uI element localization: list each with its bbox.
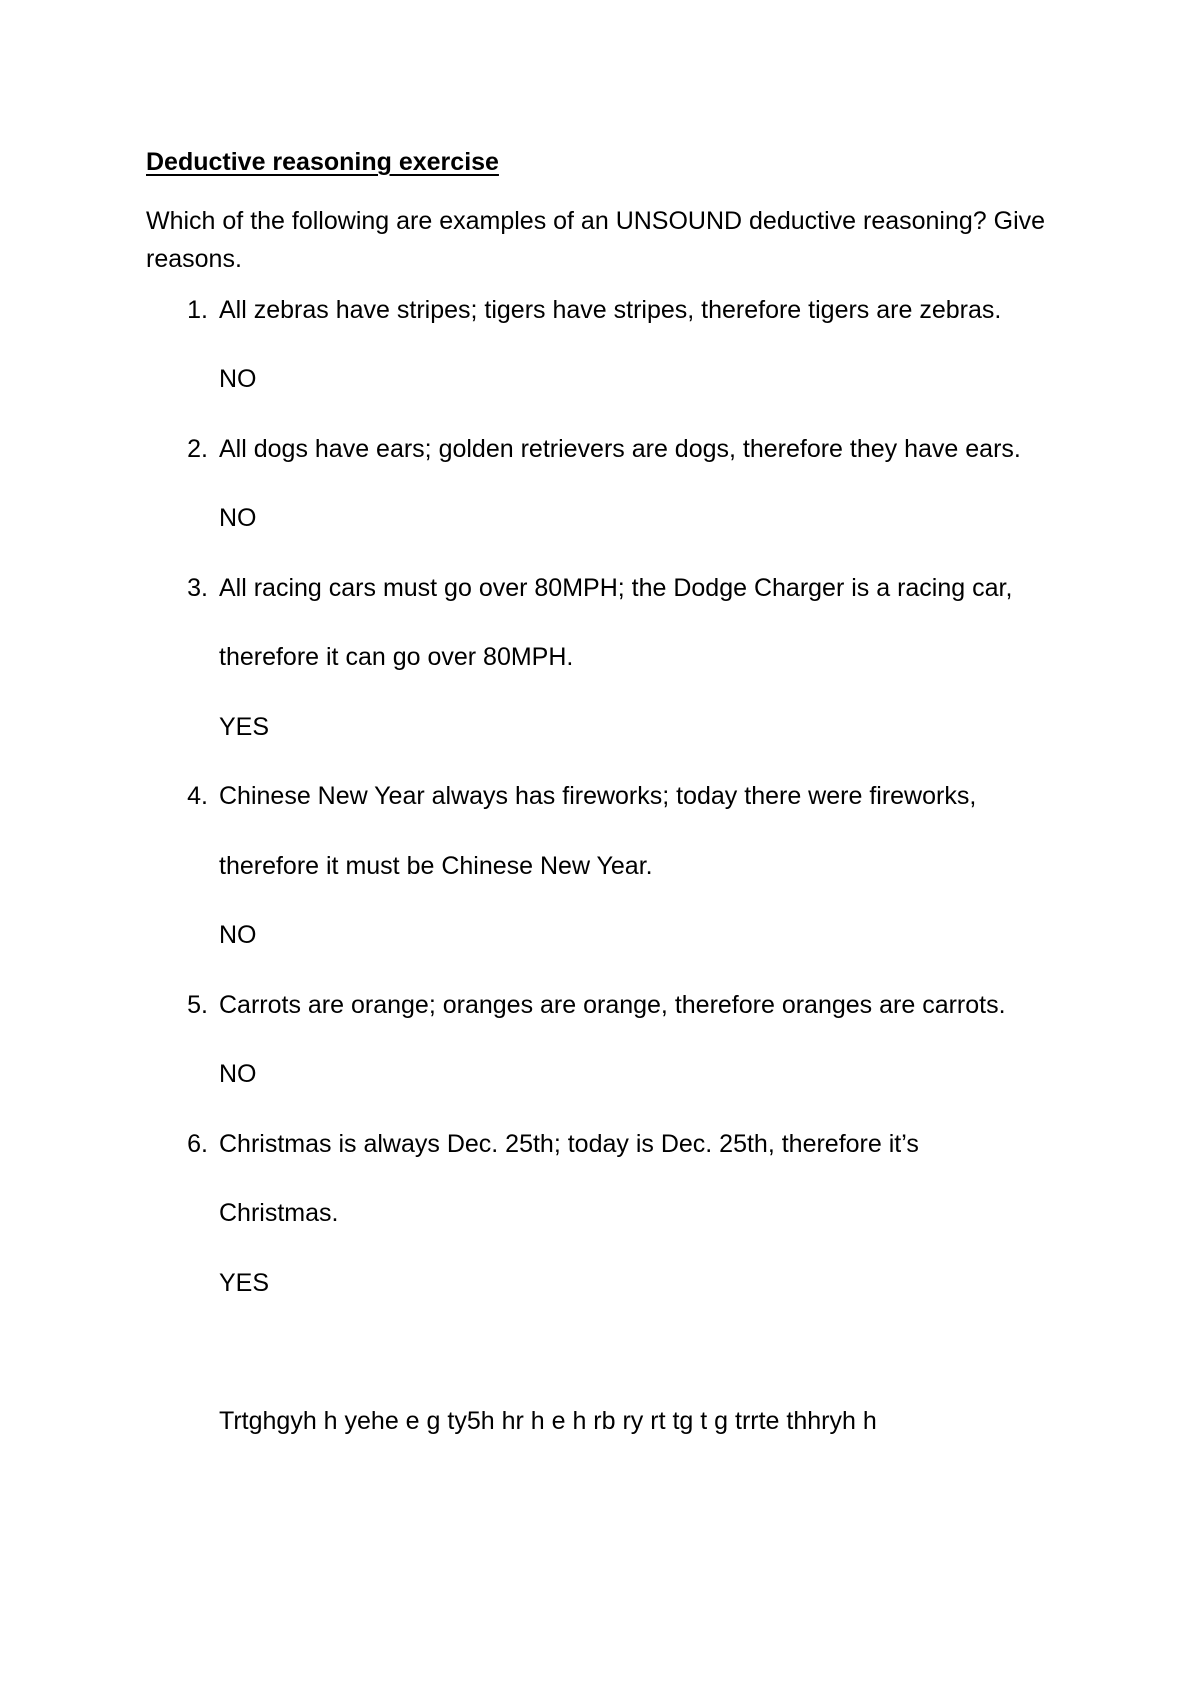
item-number: 4.	[187, 782, 208, 810]
item-answer: YES	[219, 713, 270, 741]
item-number: 6.	[187, 1130, 208, 1158]
item-answer: NO	[219, 1060, 257, 1088]
trailing-text: Trtghgyh h yehe e g ty5h hr h e h rb ry rt tg t g trrte thhryh h	[219, 1407, 877, 1435]
question-text: Which of the following are examples of an UNSOUND deductive reasoning? Give reasons.	[146, 207, 1046, 273]
item-statement-continued: Christmas.	[219, 1199, 339, 1227]
item-number: 3.	[187, 574, 208, 602]
item-statement: All zebras have stripes; tigers have stripes, therefore tigers are zebras.	[219, 296, 1002, 324]
item-statement: Chinese New Year always has fireworks; today there were fireworks,	[219, 782, 977, 810]
page-title: Deductive reasoning exercise	[146, 148, 499, 176]
item-answer: YES	[219, 1269, 270, 1297]
item-statement-continued: therefore it must be Chinese New Year.	[219, 852, 653, 880]
item-statement: All racing cars must go over 80MPH; the Dodge Charger is a racing car,	[219, 574, 1013, 602]
item-number: 2.	[187, 435, 208, 463]
item-number: 1.	[187, 296, 208, 324]
item-statement-continued: therefore it can go over 80MPH.	[219, 643, 574, 671]
item-statement: Christmas is always Dec. 25th; today is Dec. 25th, therefore it’s	[219, 1130, 919, 1158]
item-answer: NO	[219, 365, 257, 393]
item-number: 5.	[187, 991, 208, 1019]
item-statement: All dogs have ears; golden retrievers are dogs, therefore they have ears.	[219, 435, 1021, 463]
item-statement: Carrots are orange; oranges are orange, therefore oranges are carrots.	[219, 991, 1006, 1019]
item-answer: NO	[219, 504, 257, 532]
item-answer: NO	[219, 921, 257, 949]
